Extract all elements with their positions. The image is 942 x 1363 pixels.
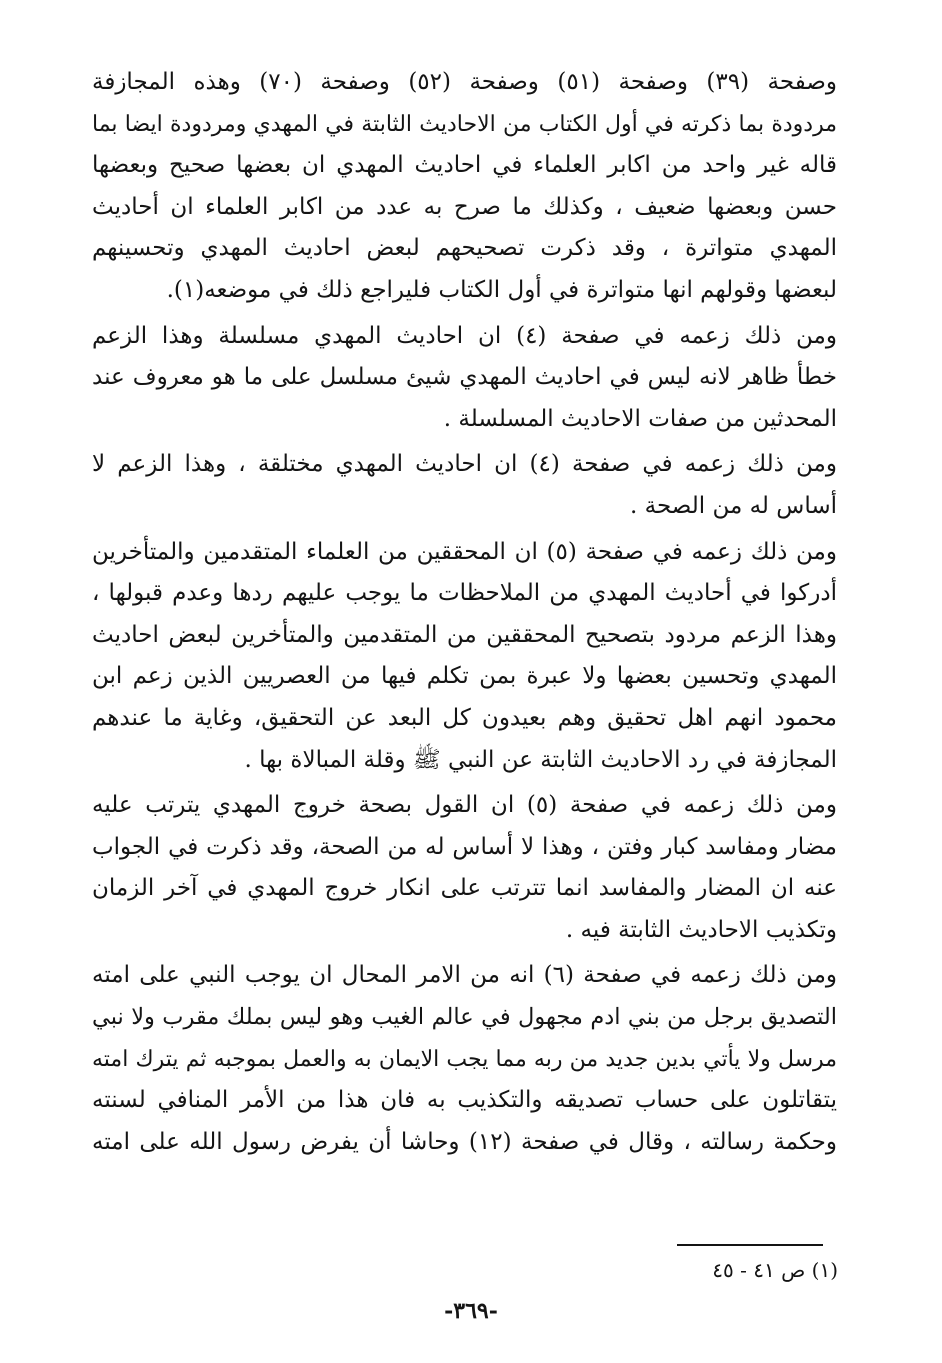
paragraph-4 xyxy=(92,532,837,782)
text-line: لبعضها وقولهم انها متواترة في أول الكتاب فليراجع ذلك في موضعه(١). xyxy=(166,276,837,303)
text-line: أساس له من الصحة . xyxy=(630,492,837,519)
text-line: ومن ذلك زعمه في صفحة (٤) ان احاديث المهدي مسلسلة وهذا الزعم xyxy=(92,322,837,349)
text-line: عنه ان المضار والمفاسد انما تترتب على انكار خروج المهدي في آخر الزمان xyxy=(92,875,837,902)
text-line: وهذا الزعم مردود بتصحيح المحققين من المتقدمين والمتأخرين لبعض احاديث xyxy=(92,621,837,648)
body-text xyxy=(92,62,837,1167)
text-line: مردودة بما ذكرته في أول الكتاب من الاحاديث الثابتة في المهدي ومردودة ايضا بما xyxy=(92,111,837,137)
paragraph-1 xyxy=(92,62,837,312)
paragraph-3 xyxy=(92,444,837,527)
text-line: قاله غير واحد من اكابر العلماء في احاديث المهدي ان بعضها صحيح وبعضها xyxy=(92,152,837,179)
text-line: ومن ذلك زعمه في صفحة (٤) ان احاديث المهدي مختلقة ، وهذا الزعم لا xyxy=(92,451,837,478)
text-line: وحكمة رسالته ، وقال في صفحة (١٢) وحاشا أن يفرض رسول الله على امته xyxy=(92,1128,837,1155)
text-line: حسن وبعضها ضعيف ، وكذلك ما صرح به عدد من اكابر العلماء ان أحاديث xyxy=(92,193,837,220)
text-line: المهدي متواترة ، وقد ذكرت تصحيحهم لبعض احاديث المهدي وتحسينهم xyxy=(92,235,837,262)
text-line: المهدي وتحسين بعضها ولا عبرة بمن تكلم فيها من العصريين الذين زعم ابن xyxy=(92,663,837,690)
footnote-separator xyxy=(677,1244,823,1246)
text-line: محمود انهم اهل تحقيق وهم بعيدون كل البعد عن التحقيق، وغاية ما عندهم xyxy=(92,704,837,731)
text-line: ومن ذلك زعمه في صفحة (٦) انه من الامر المحال ان يوجب النبي على امته xyxy=(92,962,837,989)
text-line: ومن ذلك زعمه في صفحة (٥) ان المحققين من العلماء المتقدمين والمتأخرين xyxy=(92,538,837,565)
paragraph-6 xyxy=(92,955,837,1163)
text-line: التصديق برجل من بني ادم مجهول في عالم الغيب وهو ليس بملك مقرب ولا نبي xyxy=(92,1004,837,1031)
paragraph-5 xyxy=(92,785,837,951)
text-line: وصفحة (٣٩) وصفحة (٥١) وصفحة (٥٢) وصفحة (٧٠) وهذه المجازفة xyxy=(92,69,837,95)
text-line: ومن ذلك زعمه في صفحة (٥) ان القول بصحة خروج المهدي يترتب عليه xyxy=(92,792,837,819)
text-line: وتكذيب الاحاديث الثابتة فيه . xyxy=(565,916,837,943)
page-number: -٣٦٩- xyxy=(444,1298,498,1324)
footnote: (١) ص ٤١ - ٤٥ xyxy=(712,1258,838,1282)
text-line: مضار ومفاسد كبار وفتن ، وهذا لا أساس له من الصحة، وقد ذكرت في الجواب xyxy=(92,833,837,860)
text-line: يتقاتلون على حساب تصديقه والتكذيب به فان هذا من الأمر المنافي لسنته xyxy=(92,1087,837,1114)
text-line: خطأ ظاهر لانه ليس في احاديث المهدي شيئ مسلسل على ما هو معروف عند xyxy=(92,364,837,391)
text-line: أدركوا في أحاديث المهدي من الملاحظات ما يوجب عليهم ردها وعدم قبولها ، xyxy=(92,580,837,607)
text-line: المجازفة في رد الاحاديث الثابتة عن النبي ﷺ وقلة المبالاة بها . xyxy=(244,746,837,773)
text-line: المحدثين من صفات الاحاديث المسلسلة . xyxy=(443,405,837,432)
text-line: مرسل ولا يأتي بدين جديد من ربه مما يجب الايمان به والعمل بموجبه ثم يترك امته xyxy=(92,1046,837,1072)
paragraph-2 xyxy=(92,316,837,441)
